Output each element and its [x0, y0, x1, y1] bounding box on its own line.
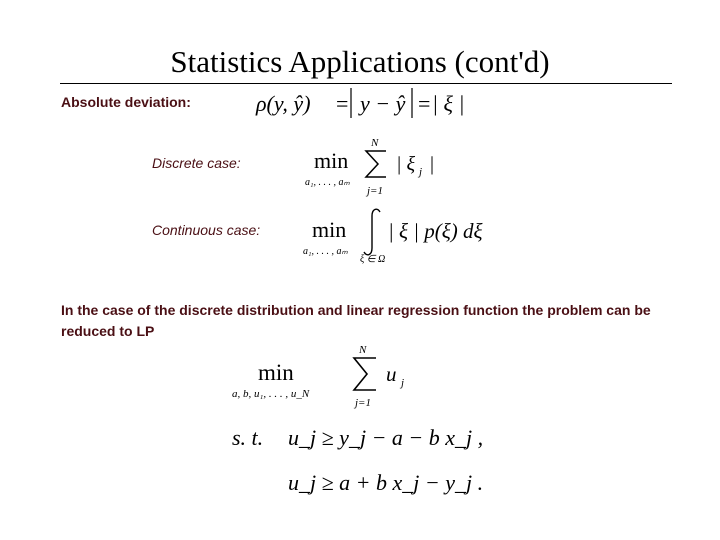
abs-dev-eq1: = — [336, 91, 349, 116]
lp-objective-sub: j — [401, 377, 405, 389]
lp-st-label: s. t. — [232, 425, 264, 450]
integral-sign — [364, 209, 380, 255]
discrete-summand-close: | — [430, 153, 435, 175]
discrete-summand-sub: j — [419, 166, 423, 178]
lp-min-subscript: a, b, u₁, . . . , u_N — [232, 388, 310, 400]
discrete-sum-sigma — [366, 151, 386, 177]
lp-sum-upper: N — [359, 344, 367, 356]
discrete-min-operator: min — [314, 148, 349, 173]
discrete-case-formula — [300, 134, 460, 200]
continuous-case-label: Continuous case: — [152, 222, 261, 238]
discrete-summand: | ξ — [396, 153, 416, 175]
lp-constraint-1: u_j ≥ y_j − a − b x_j , — [288, 425, 484, 450]
lp-constraint-2: u_j ≥ a + b x_j − y_j . — [288, 470, 484, 495]
abs-dev-lhs: ρ(y, ŷ) — [256, 91, 311, 116]
lp-min-operator: min — [258, 360, 294, 385]
slide-title: Statistics Applications (cont'd) — [170, 44, 550, 79]
lp-sum-sigma — [354, 358, 376, 390]
lp-paragraph: In the case of the discrete distribution and linear regression function the problem can be reduced to LP — [61, 302, 651, 339]
discrete-sum-lower: j=1 — [367, 185, 383, 197]
discrete-sum-upper: N — [371, 137, 379, 149]
abs-dev-rhs: | ξ | — [432, 91, 465, 116]
absolute-deviation-formula — [250, 84, 480, 124]
continuous-min-operator: min — [312, 217, 347, 242]
lp-objective-var: u — [386, 362, 397, 386]
abs-dev-body: y − ŷ — [360, 91, 406, 116]
continuous-integrand: | ξ | p(ξ) dξ — [388, 219, 483, 243]
discrete-case-label: Discrete case: — [152, 155, 241, 171]
absolute-deviation-label: Absolute deviation: — [61, 94, 191, 110]
discrete-min-subscript: a₁, . . . , aₘ — [305, 177, 350, 188]
lp-formulation — [226, 338, 496, 500]
integral-lower-limit: ξ ∈ Ω — [360, 254, 386, 265]
lp-sum-lower: j=1 — [355, 397, 371, 409]
continuous-case-formula — [300, 205, 520, 267]
abs-dev-eq2: = — [418, 91, 431, 116]
continuous-min-subscript: a₁, . . . , aₘ — [303, 246, 348, 257]
